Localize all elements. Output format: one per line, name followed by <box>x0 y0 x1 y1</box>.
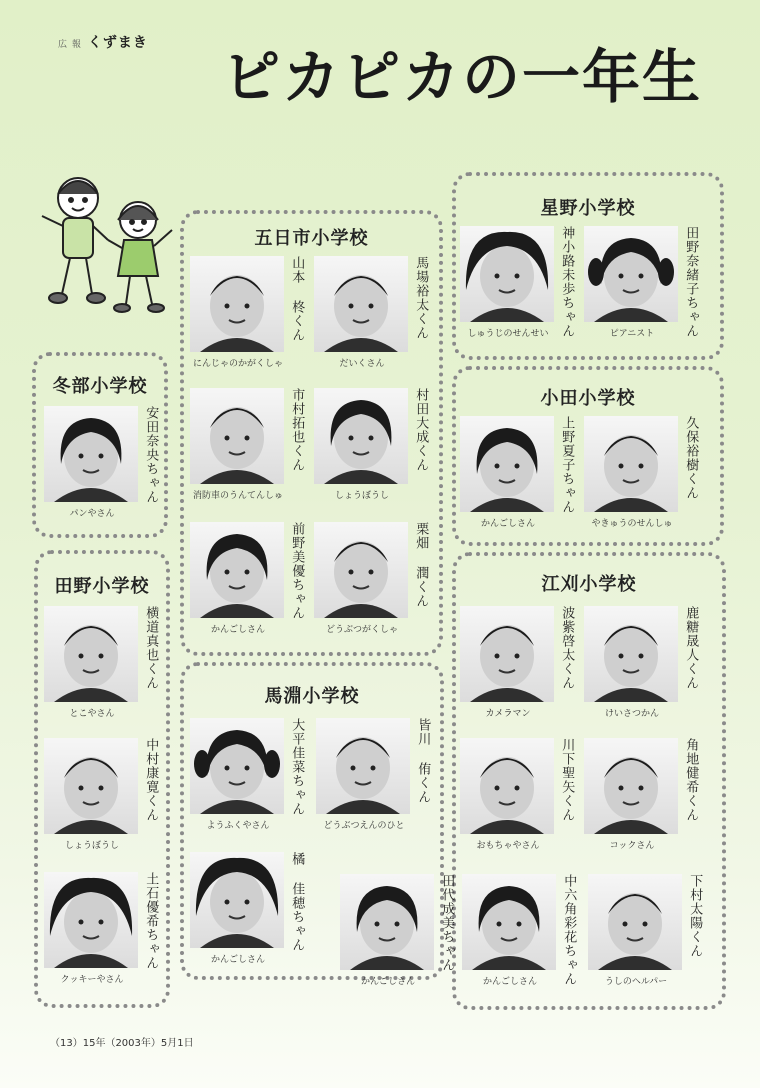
student-name: 栗畑 潤くん <box>413 522 429 608</box>
student-name: 角地健希くん <box>683 738 699 822</box>
student-dream: ようふくやさん <box>206 821 270 831</box>
student-name: 土石優希ちゃん <box>143 872 159 970</box>
student-dream: どうぶつがくしゃ <box>325 625 398 635</box>
header-brand: くずまき <box>87 35 148 51</box>
student-photo <box>44 406 138 502</box>
student-dream: かんごしさん <box>210 955 265 965</box>
student-photo <box>588 874 682 970</box>
student-photo <box>314 522 408 618</box>
student-dream: うしのヘルパー <box>604 977 668 987</box>
student-name: 鹿糖晟人くん <box>683 606 699 690</box>
student-dream: コックさん <box>609 841 655 851</box>
student-dream: しょうぼうし <box>64 841 119 851</box>
student-name: 前野美優ちゃん <box>289 522 305 620</box>
student-dream: どうぶつえんのひと <box>323 821 405 831</box>
student-dream: おもちゃやさん <box>476 841 540 851</box>
student-name: 田野奈緒子ちゃん <box>683 226 699 338</box>
student-photo <box>190 718 284 814</box>
student-photo <box>584 226 678 322</box>
student-photo <box>316 718 410 814</box>
children-illustration <box>30 168 180 318</box>
student-name: 中村康寛くん <box>143 738 159 822</box>
student-name: 市村拓也くん <box>289 388 305 472</box>
student-photo <box>460 738 554 834</box>
student-photo <box>340 874 434 970</box>
student-photo <box>44 872 138 968</box>
student-photo <box>460 226 554 322</box>
student-dream: 消防車のうんてんしゅ <box>192 491 283 501</box>
student-name: 波紫啓太くん <box>559 606 575 690</box>
student-dream: かんごしさん <box>482 977 537 987</box>
student-photo <box>190 522 284 618</box>
student-dream: にんじゃのかがくしゃ <box>192 359 283 369</box>
student-name: 橘 佳穂ちゃん <box>289 852 305 952</box>
student-dream: パンやさん <box>69 509 115 519</box>
student-photo <box>460 606 554 702</box>
school-name: 江刈小学校 <box>541 574 637 595</box>
school-name: 五日市小学校 <box>254 228 369 249</box>
student-photo <box>584 738 678 834</box>
student-dream: やきゅうのせんしゅ <box>591 519 673 529</box>
student-photo <box>190 388 284 484</box>
school-name: 冬部小学校 <box>52 376 148 397</box>
student-photo <box>190 256 284 352</box>
student-dream: とこやさん <box>69 709 115 719</box>
page-footer: （13）15年（2003年）5月1日 <box>50 1038 194 1049</box>
student-dream: しゅうじのせんせい <box>467 329 549 339</box>
student-name: 村田大成くん <box>413 388 429 472</box>
student-dream: かんごしさん <box>210 625 265 635</box>
student-name: 馬場裕太くん <box>413 256 429 340</box>
student-name: 久保裕樹くん <box>683 416 699 500</box>
student-photo <box>462 874 556 970</box>
student-photo <box>314 256 408 352</box>
student-name: 川下聖矢くん <box>559 738 575 822</box>
student-photo <box>460 416 554 512</box>
student-dream: カメラマン <box>485 709 531 719</box>
student-name: 安田奈央ちゃん <box>143 406 159 504</box>
student-name: 神小路未歩ちゃん <box>559 226 575 338</box>
student-dream: クッキーやさん <box>60 975 124 985</box>
student-dream: だいくさん <box>339 359 385 369</box>
student-dream: かんごしさん <box>480 519 535 529</box>
school-name: 小田小学校 <box>540 388 636 409</box>
newsletter-header <box>58 32 148 52</box>
student-photo <box>190 852 284 948</box>
student-dream: けいさつかん <box>604 709 659 719</box>
student-name: 田代成美ちゃん <box>439 874 455 972</box>
student-photo <box>44 738 138 834</box>
student-name: 横道真也くん <box>143 606 159 690</box>
student-dream: ピアニスト <box>609 329 655 339</box>
student-name: 下村太陽くん <box>687 874 703 958</box>
student-photo <box>584 606 678 702</box>
header-kicker: 広 報 <box>58 40 82 50</box>
student-name: 中六角彩花ちゃん <box>561 874 577 986</box>
student-name: 山本 柊くん <box>289 256 305 342</box>
student-name: 皆川 侑くん <box>415 718 431 804</box>
school-name: 田野小学校 <box>54 576 150 597</box>
student-photo <box>584 416 678 512</box>
student-dream: しょうぼうし <box>334 491 389 501</box>
student-dream: かんごしさん <box>360 977 415 987</box>
student-name: 上野夏子ちゃん <box>559 416 575 514</box>
school-name: 星野小学校 <box>540 198 636 219</box>
student-photo <box>44 606 138 702</box>
student-name: 大平佳菜ちゃん <box>289 718 305 816</box>
student-photo <box>314 388 408 484</box>
school-name: 馬淵小学校 <box>264 686 360 707</box>
page-title: ピカピカの一年生 <box>222 43 703 111</box>
